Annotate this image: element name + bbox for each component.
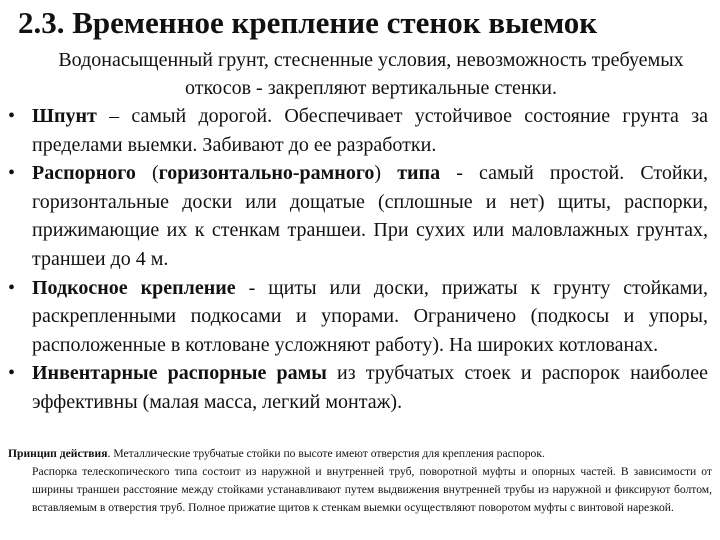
bullet-item-brace [8, 274, 708, 360]
footnote-first-line: . Металлические трубчатые стойки по высоте имеют отверстия для крепления распорок. [107, 447, 545, 460]
bullet-text: – самый дорогой. Обеспечивает устойчивое состояние грунта за пределами выемки. Забивают до ее разработки. [32, 105, 708, 156]
bullet-term: Распорного [32, 162, 136, 185]
bullet-item-strut-type [8, 159, 708, 273]
bullet-text: - щиты или доски, прижаты к грунту стойками, раскрепленными подкосами и упорами. Ограничено (подкосы и упоры, расположенные в котловане усложняют работу). На широких котлованах. [32, 276, 708, 356]
intro-text: Водонасыщенный грунт, стесненные условия, невозможность требуемых откосов - закрепляют вертикальные стенки. [58, 49, 684, 99]
bullet-icon: • [8, 162, 16, 185]
bullet-list [8, 102, 708, 417]
bullet-icon: • [8, 276, 16, 299]
bullet-text: ( [135, 162, 159, 185]
bullet-term: Шпунт [32, 105, 97, 127]
bullet-term: Подкосное крепление [32, 276, 236, 299]
bullet-term: Инвентарные распорные рамы [32, 362, 327, 385]
bullet-icon: • [8, 105, 16, 127]
bullet-icon: • [8, 362, 16, 385]
bullet-text: ) [374, 162, 398, 185]
footnote [8, 445, 712, 517]
bullet-text: - самый простой. Стойки, горизонтальные доски или дощатые (сплошные и нет) щиты, распорки, прижимающие их к стенкам траншеи. При сухих или маловлажных грунтах, траншеи до 4 м. [32, 162, 708, 270]
bullet-text: из трубчатых стоек и распорок наиболее эффективны (малая масса, легкий монтаж). [32, 362, 708, 413]
bullet-term: типа [397, 162, 441, 185]
page-title: 2.3. Временное крепление стенок выемок [18, 5, 598, 40]
bullet-term: горизонтально-рамного [158, 162, 375, 185]
bullet-item-sheet-pile [8, 102, 708, 159]
footnote-body: Распорка телескопического типа состоит из наружной и внутренней труб, поворотной муфты и опорных частей. В зависимости от ширины траншеи расстояние между стойками устанавливают путем выдвижения внутренней трубы из наружной и фиксируют болтом, вставляемым в отверстия труб. Полное прижатие щитов к стенкам выемки осуществляют поворотом муфты с винтовой нарезкой. [32, 465, 712, 514]
bullet-item-inventory-frames [8, 359, 708, 416]
footnote-label: Принцип действия [8, 447, 108, 460]
